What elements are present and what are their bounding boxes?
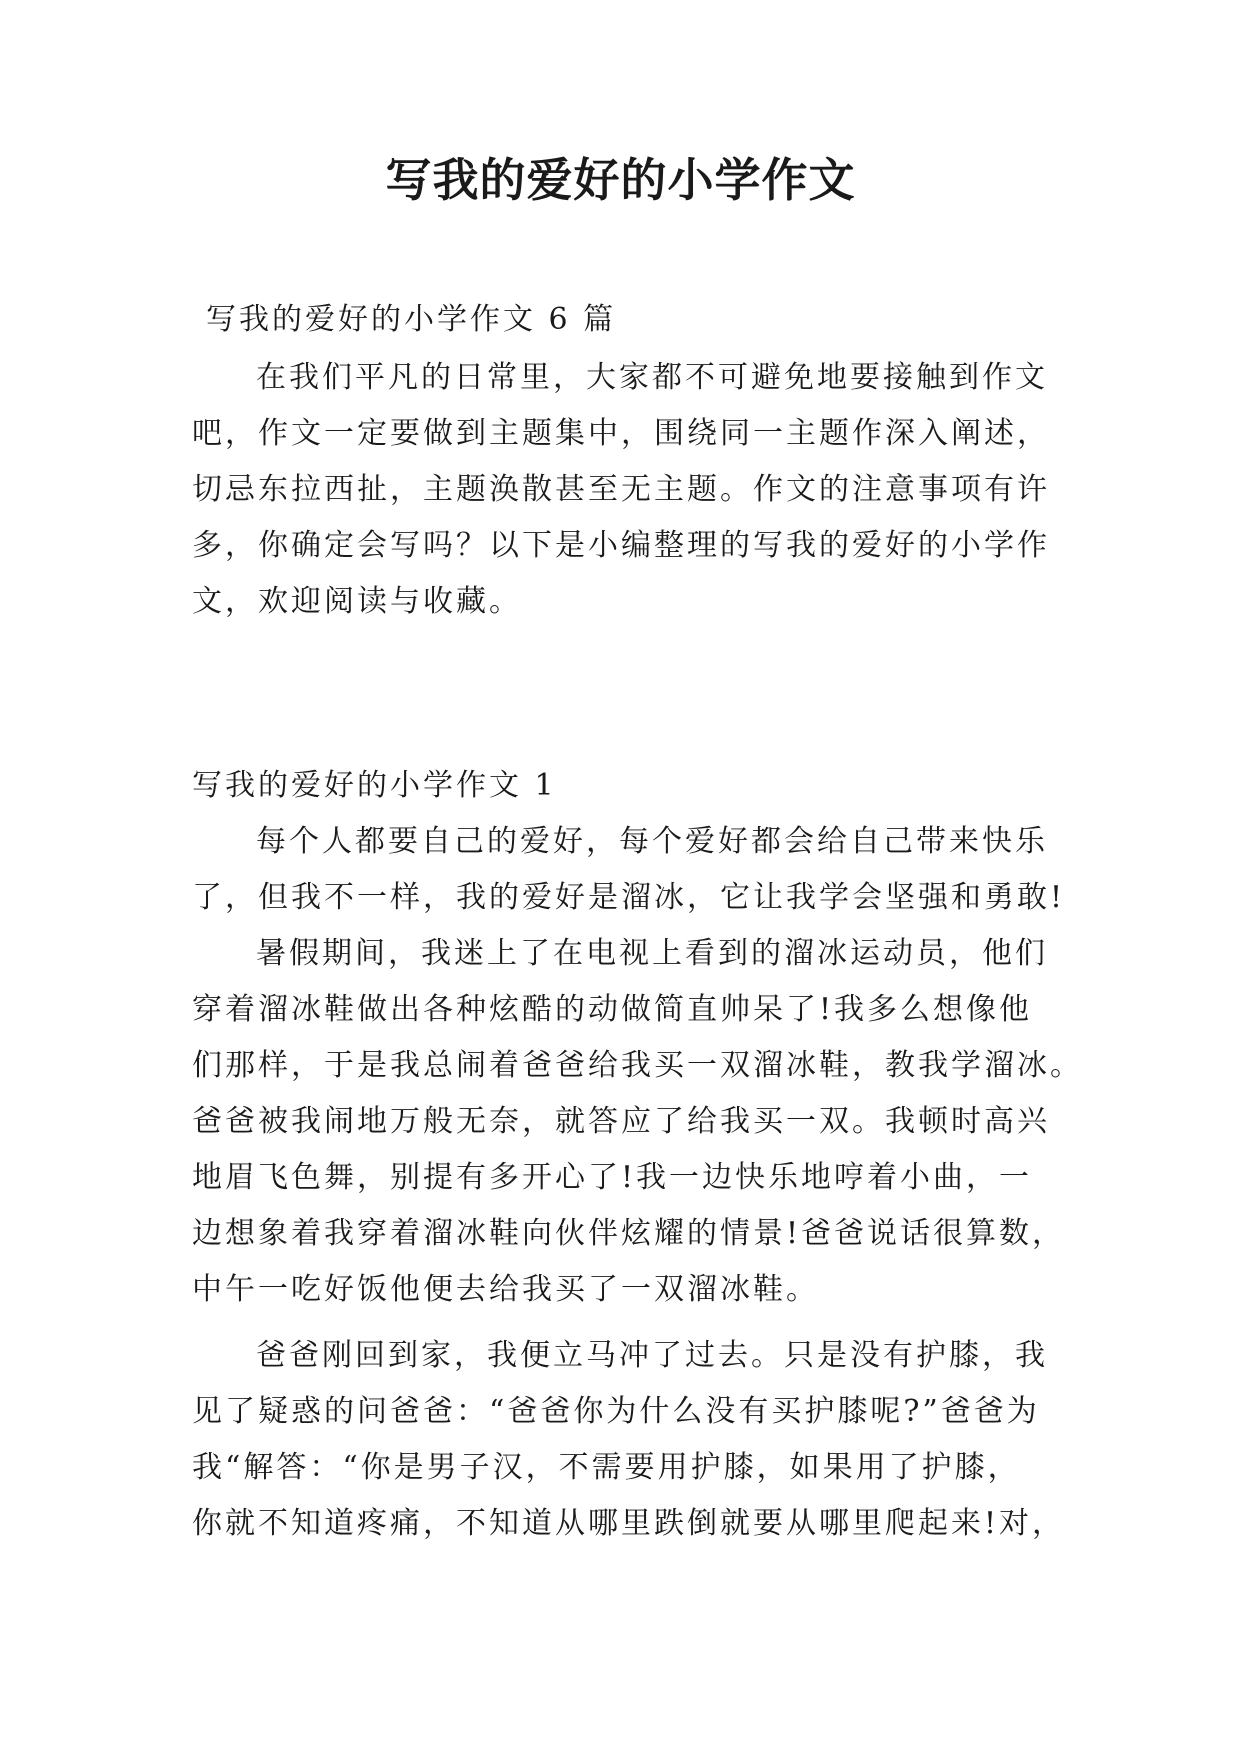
body-line: 暑假期间，我迷上了在电视上看到的溜冰运动员，他们	[256, 936, 1048, 971]
document-subtitle: 写我的爱好的小学作文 6 篇	[206, 302, 617, 337]
page-title: 写我的爱好的小学作文	[385, 153, 856, 207]
intro-line: 切忌东拉西扯，主题涣散甚至无主题。作文的注意事项有许	[192, 472, 1050, 507]
body-line: 中午一吃好饭他便去给我买了一双溜冰鞋。	[192, 1272, 819, 1307]
body-line: 穿着溜冰鞋做出各种炫酷的动做简直帅呆了!我多么想像他	[192, 992, 1033, 1027]
body-line: 爸爸刚回到家，我便立马冲了过去。只是没有护膝，我	[256, 1338, 1048, 1373]
body-line: 们那样，于是我总闹着爸爸给我买一双溜冰鞋，教我学溜冰。	[192, 1048, 1083, 1083]
section-heading: 写我的爱好的小学作文 1	[192, 768, 557, 803]
body-line: 你就不知道疼痛，不知道从哪里跌倒就要从哪里爬起来!对，	[192, 1506, 1066, 1541]
body-line: 地眉飞色舞，别提有多开心了!我一边快乐地哼着小曲，一	[192, 1160, 1033, 1195]
body-line: 见了疑惑的问爸爸：“爸爸你为什么没有买护膝呢?”爸爸为	[192, 1394, 1040, 1429]
intro-line: 在我们平凡的日常里，大家都不可避免地要接触到作文	[256, 360, 1048, 395]
body-line: 每个人都要自己的爱好，每个爱好都会给自己带来快乐	[256, 824, 1048, 859]
intro-line: 多，你确定会写吗？以下是小编整理的写我的爱好的小学作	[192, 528, 1050, 563]
intro-line: 吧，作文一定要做到主题集中，围绕同一主题作深入阐述，	[192, 416, 1050, 451]
intro-line: 文，欢迎阅读与收藏。	[192, 584, 522, 619]
body-line: 边想象着我穿着溜冰鞋向伙伴炫耀的情景!爸爸说话很算数，	[192, 1216, 1066, 1251]
body-line: 爸爸被我闹地万般无奈，就答应了给我买一双。我顿时高兴	[192, 1104, 1050, 1139]
body-line: 了，但我不一样，我的爱好是溜冰，它让我学会坚强和勇敢!	[192, 880, 1066, 915]
body-line: 我“解答：“你是男子汉，不需要用护膝，如果用了护膝，	[192, 1450, 1021, 1485]
